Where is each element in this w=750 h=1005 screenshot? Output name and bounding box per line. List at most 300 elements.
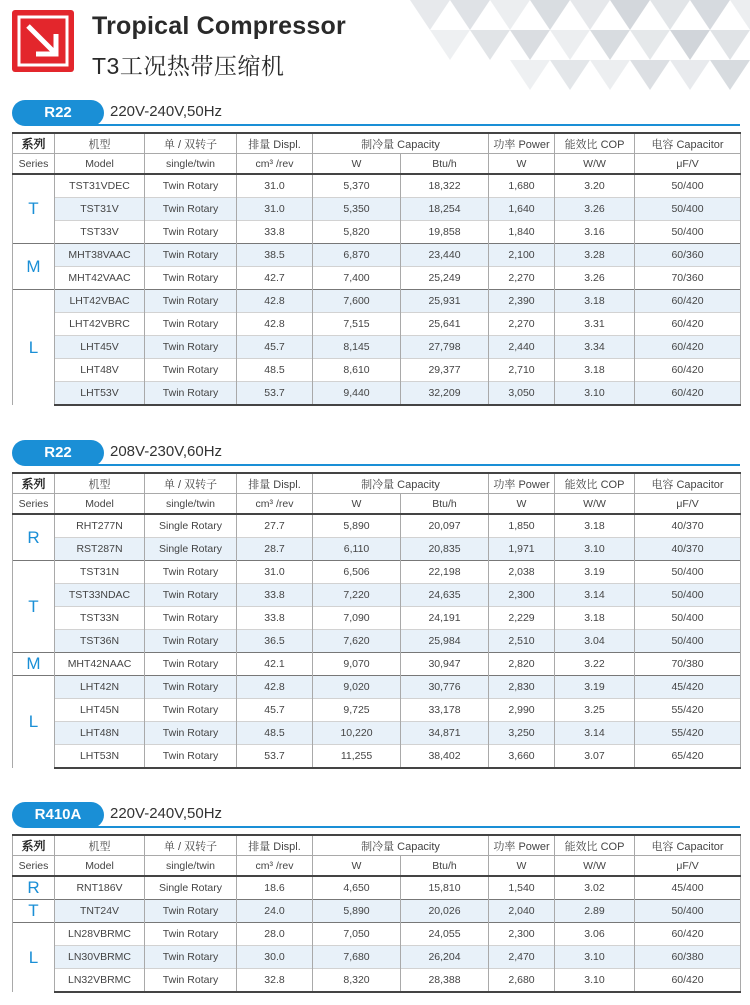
displacement-cell: 36.5	[237, 630, 313, 653]
power-cell: 2,229	[489, 607, 555, 630]
col-header-model: 机型	[55, 133, 145, 154]
cop-cell: 3.28	[555, 244, 635, 267]
series-label: T	[13, 174, 55, 244]
series-label: R	[13, 514, 55, 561]
capacitor-cell: 60/420	[635, 382, 741, 406]
page-subtitle: T3工况热带压缩机	[92, 53, 285, 79]
model-cell: LHT48N	[55, 722, 145, 745]
capacitor-cell: 50/400	[635, 630, 741, 653]
capacity-btu-cell: 30,776	[401, 676, 489, 699]
type-cell: Twin Rotary	[145, 198, 237, 221]
displacement-cell: 30.0	[237, 946, 313, 969]
model-cell: MHT42NAAC	[55, 653, 145, 676]
table-row	[13, 244, 741, 267]
capacity-btu-cell: 23,440	[401, 244, 489, 267]
capacity-btu-cell: 20,026	[401, 900, 489, 923]
capacitor-cell: 50/400	[635, 561, 741, 584]
type-cell: Twin Rotary	[145, 676, 237, 699]
cop-cell: 3.07	[555, 745, 635, 769]
displacement-cell: 31.0	[237, 198, 313, 221]
model-cell: TST36N	[55, 630, 145, 653]
capacity-btu-cell: 27,798	[401, 336, 489, 359]
displacement-cell: 18.6	[237, 876, 313, 900]
displacement-cell: 28.0	[237, 923, 313, 946]
capacitor-cell: 60/420	[635, 336, 741, 359]
model-cell: MHT42VAAC	[55, 267, 145, 290]
capacity-btu-cell: 18,322	[401, 174, 489, 198]
col-header-unit: W/W	[555, 494, 635, 515]
col-header-cop: 能效比 COP	[555, 473, 635, 494]
col-header-unit: W/W	[555, 154, 635, 175]
refrigerant-badge: R22	[12, 100, 104, 126]
type-cell: Twin Rotary	[145, 267, 237, 290]
table-row	[13, 313, 741, 336]
col-header-capacitor: 电容 Capacitor	[635, 133, 741, 154]
table-row	[13, 359, 741, 382]
col-header-type: 单 / 双转子	[145, 473, 237, 494]
cop-cell: 3.18	[555, 607, 635, 630]
cop-cell: 3.19	[555, 561, 635, 584]
power-cell: 2,300	[489, 923, 555, 946]
type-cell: Twin Rotary	[145, 561, 237, 584]
col-header-capacity: 制冷量 Capacity	[313, 835, 489, 856]
cop-cell: 3.19	[555, 676, 635, 699]
capacity-w-cell: 4,650	[313, 876, 401, 900]
cop-cell: 3.26	[555, 267, 635, 290]
model-cell: TST31V	[55, 198, 145, 221]
model-cell: LHT42VBRC	[55, 313, 145, 336]
power-cell: 2,990	[489, 699, 555, 722]
refrigerant-badge: R410A	[12, 802, 104, 828]
type-cell: Twin Rotary	[145, 221, 237, 244]
capacity-w-cell: 7,400	[313, 267, 401, 290]
cop-cell: 3.10	[555, 382, 635, 406]
power-cell: 2,100	[489, 244, 555, 267]
cop-cell: 3.31	[555, 313, 635, 336]
col-header-unit: Model	[55, 494, 145, 515]
series-label: L	[13, 923, 55, 993]
capacity-w-cell: 6,870	[313, 244, 401, 267]
capacity-btu-cell: 20,835	[401, 538, 489, 561]
col-header-unit: W	[313, 856, 401, 877]
page-header	[0, 0, 750, 100]
page-title: Tropical Compressor	[92, 12, 346, 40]
displacement-cell: 45.7	[237, 699, 313, 722]
spec-section	[12, 100, 740, 406]
power-cell: 1,680	[489, 174, 555, 198]
col-header-unit: cm³ /rev	[237, 494, 313, 515]
table-row	[13, 267, 741, 290]
capacity-w-cell: 7,620	[313, 630, 401, 653]
model-cell: TST33V	[55, 221, 145, 244]
capacitor-cell: 50/400	[635, 900, 741, 923]
power-cell: 1,640	[489, 198, 555, 221]
capacity-w-cell: 9,725	[313, 699, 401, 722]
displacement-cell: 45.7	[237, 336, 313, 359]
table-row	[13, 382, 741, 406]
table-row	[13, 221, 741, 244]
col-header-power: 功率 Power	[489, 133, 555, 154]
section-header	[12, 440, 740, 472]
cop-cell: 3.20	[555, 174, 635, 198]
capacitor-cell: 50/400	[635, 584, 741, 607]
cop-cell: 3.14	[555, 584, 635, 607]
power-spec: 220V-240V,50Hz	[110, 805, 223, 822]
capacitor-cell: 50/400	[635, 198, 741, 221]
col-header-capacity: 制冷量 Capacity	[313, 133, 489, 154]
col-header-series: 系列	[13, 835, 55, 856]
col-header-type: 单 / 双转子	[145, 133, 237, 154]
table-row	[13, 174, 741, 198]
col-header-unit: Model	[55, 154, 145, 175]
model-cell: RHT277N	[55, 514, 145, 538]
capacity-btu-cell: 24,055	[401, 923, 489, 946]
capacity-btu-cell: 25,641	[401, 313, 489, 336]
model-cell: TST33N	[55, 607, 145, 630]
displacement-cell: 27.7	[237, 514, 313, 538]
capacitor-cell: 60/360	[635, 244, 741, 267]
capacity-w-cell: 7,515	[313, 313, 401, 336]
capacity-w-cell: 7,680	[313, 946, 401, 969]
series-label: T	[13, 561, 55, 653]
model-cell: LHT53V	[55, 382, 145, 406]
model-cell: LHT42VBAC	[55, 290, 145, 313]
type-cell: Twin Rotary	[145, 584, 237, 607]
capacity-w-cell: 8,320	[313, 969, 401, 993]
col-header-type: 单 / 双转子	[145, 835, 237, 856]
cop-cell: 3.25	[555, 699, 635, 722]
type-cell: Twin Rotary	[145, 969, 237, 993]
col-header-capacitor: 电容 Capacitor	[635, 473, 741, 494]
table-row	[13, 876, 741, 900]
power-cell: 2,038	[489, 561, 555, 584]
cop-cell: 2.89	[555, 900, 635, 923]
table-row	[13, 676, 741, 699]
displacement-cell: 33.8	[237, 584, 313, 607]
col-header-capacity: 制冷量 Capacity	[313, 473, 489, 494]
type-cell: Twin Rotary	[145, 946, 237, 969]
model-cell: LN28VBRMC	[55, 923, 145, 946]
section-header	[12, 802, 740, 834]
displacement-cell: 53.7	[237, 745, 313, 769]
capacity-w-cell: 9,070	[313, 653, 401, 676]
power-cell: 3,050	[489, 382, 555, 406]
cop-cell: 3.18	[555, 290, 635, 313]
capacity-btu-cell: 15,810	[401, 876, 489, 900]
displacement-cell: 32.8	[237, 969, 313, 993]
capacity-w-cell: 7,050	[313, 923, 401, 946]
table-row	[13, 538, 741, 561]
capacitor-cell: 60/420	[635, 290, 741, 313]
power-cell: 1,840	[489, 221, 555, 244]
capacitor-cell: 45/400	[635, 876, 741, 900]
displacement-cell: 53.7	[237, 382, 313, 406]
capacitor-cell: 70/380	[635, 653, 741, 676]
type-cell: Single Rotary	[145, 538, 237, 561]
section-header-rule	[42, 124, 740, 126]
capacity-btu-cell: 28,388	[401, 969, 489, 993]
power-cell: 2,390	[489, 290, 555, 313]
col-header-model: 机型	[55, 835, 145, 856]
col-header-cop: 能效比 COP	[555, 835, 635, 856]
power-cell: 2,300	[489, 584, 555, 607]
spec-table	[12, 834, 741, 993]
capacity-btu-cell: 34,871	[401, 722, 489, 745]
capacitor-cell: 60/420	[635, 359, 741, 382]
power-cell: 3,250	[489, 722, 555, 745]
capacitor-cell: 60/420	[635, 313, 741, 336]
power-cell: 2,510	[489, 630, 555, 653]
model-cell: LHT45V	[55, 336, 145, 359]
table-row	[13, 336, 741, 359]
capacity-w-cell: 8,610	[313, 359, 401, 382]
col-header-unit: W/W	[555, 856, 635, 877]
capacitor-cell: 50/400	[635, 174, 741, 198]
capacitor-cell: 70/360	[635, 267, 741, 290]
model-cell: RST287N	[55, 538, 145, 561]
capacitor-cell: 40/370	[635, 538, 741, 561]
col-header-power: 功率 Power	[489, 835, 555, 856]
capacity-btu-cell: 25,931	[401, 290, 489, 313]
power-cell: 2,270	[489, 267, 555, 290]
capacity-w-cell: 5,890	[313, 514, 401, 538]
col-header-unit: Model	[55, 856, 145, 877]
model-cell: LN30VBRMC	[55, 946, 145, 969]
table-row	[13, 198, 741, 221]
capacity-w-cell: 9,440	[313, 382, 401, 406]
displacement-cell: 28.7	[237, 538, 313, 561]
type-cell: Single Rotary	[145, 876, 237, 900]
series-label: R	[13, 876, 55, 900]
section-header	[12, 100, 740, 132]
capacitor-cell: 60/420	[635, 923, 741, 946]
capacity-w-cell: 5,820	[313, 221, 401, 244]
col-header-unit: single/twin	[145, 856, 237, 877]
type-cell: Twin Rotary	[145, 313, 237, 336]
type-cell: Twin Rotary	[145, 382, 237, 406]
capacitor-cell: 45/420	[635, 676, 741, 699]
capacity-btu-cell: 25,249	[401, 267, 489, 290]
cop-cell: 3.10	[555, 946, 635, 969]
power-cell: 2,710	[489, 359, 555, 382]
model-cell: TST31VDEC	[55, 174, 145, 198]
table-row	[13, 900, 741, 923]
col-header-cop: 能效比 COP	[555, 133, 635, 154]
type-cell: Twin Rotary	[145, 653, 237, 676]
displacement-cell: 31.0	[237, 174, 313, 198]
col-header-unit: cm³ /rev	[237, 154, 313, 175]
displacement-cell: 33.8	[237, 221, 313, 244]
col-header-unit: μF/V	[635, 494, 741, 515]
capacity-btu-cell: 38,402	[401, 745, 489, 769]
model-cell: RNT186V	[55, 876, 145, 900]
capacity-w-cell: 7,090	[313, 607, 401, 630]
capacity-btu-cell: 30,947	[401, 653, 489, 676]
col-header-power: 功率 Power	[489, 473, 555, 494]
model-cell: TNT24V	[55, 900, 145, 923]
type-cell: Twin Rotary	[145, 745, 237, 769]
cop-cell: 3.02	[555, 876, 635, 900]
model-cell: LHT53N	[55, 745, 145, 769]
capacitor-cell: 55/420	[635, 699, 741, 722]
capacity-btu-cell: 24,191	[401, 607, 489, 630]
power-cell: 3,660	[489, 745, 555, 769]
displacement-cell: 42.8	[237, 313, 313, 336]
displacement-cell: 33.8	[237, 607, 313, 630]
cop-cell: 3.22	[555, 653, 635, 676]
power-cell: 2,470	[489, 946, 555, 969]
table-row	[13, 699, 741, 722]
col-header-unit: W	[313, 494, 401, 515]
col-header-unit: μF/V	[635, 856, 741, 877]
col-header-capacitor: 电容 Capacitor	[635, 835, 741, 856]
cop-cell: 3.14	[555, 722, 635, 745]
capacity-w-cell: 8,145	[313, 336, 401, 359]
type-cell: Twin Rotary	[145, 244, 237, 267]
capacity-btu-cell: 24,635	[401, 584, 489, 607]
spec-section	[12, 440, 740, 769]
capacity-btu-cell: 18,254	[401, 198, 489, 221]
displacement-cell: 24.0	[237, 900, 313, 923]
col-header-unit: W	[489, 856, 555, 877]
col-header-unit: Series	[13, 494, 55, 515]
capacity-w-cell: 6,506	[313, 561, 401, 584]
model-cell: LN32VBRMC	[55, 969, 145, 993]
power-cell: 2,440	[489, 336, 555, 359]
col-header-displacement: 排量 Displ.	[237, 133, 313, 154]
capacitor-cell: 60/420	[635, 969, 741, 993]
capacity-btu-cell: 20,097	[401, 514, 489, 538]
cop-cell: 3.18	[555, 359, 635, 382]
cop-cell: 3.34	[555, 336, 635, 359]
col-header-unit: μF/V	[635, 154, 741, 175]
power-cell: 2,270	[489, 313, 555, 336]
cop-cell: 3.10	[555, 969, 635, 993]
cop-cell: 3.04	[555, 630, 635, 653]
spec-table	[12, 132, 741, 406]
type-cell: Twin Rotary	[145, 900, 237, 923]
type-cell: Twin Rotary	[145, 699, 237, 722]
capacity-btu-cell: 25,984	[401, 630, 489, 653]
capacity-btu-cell: 32,209	[401, 382, 489, 406]
capacitor-cell: 50/400	[635, 221, 741, 244]
table-row	[13, 561, 741, 584]
geometric-decoration-icon	[390, 0, 750, 100]
col-header-unit: W	[489, 154, 555, 175]
col-header-unit: Btu/h	[401, 856, 489, 877]
power-spec: 208V-230V,60Hz	[110, 443, 223, 460]
model-cell: LHT48V	[55, 359, 145, 382]
series-label: M	[13, 244, 55, 290]
capacity-w-cell: 5,350	[313, 198, 401, 221]
capacity-btu-cell: 33,178	[401, 699, 489, 722]
type-cell: Twin Rotary	[145, 722, 237, 745]
displacement-cell: 42.1	[237, 653, 313, 676]
capacity-btu-cell: 26,204	[401, 946, 489, 969]
displacement-cell: 38.5	[237, 244, 313, 267]
col-header-unit: Series	[13, 154, 55, 175]
col-header-unit: W	[489, 494, 555, 515]
displacement-cell: 42.8	[237, 290, 313, 313]
power-cell: 2,830	[489, 676, 555, 699]
capacity-w-cell: 7,220	[313, 584, 401, 607]
model-cell: TST31N	[55, 561, 145, 584]
col-header-unit: Btu/h	[401, 494, 489, 515]
capacitor-cell: 40/370	[635, 514, 741, 538]
model-cell: LHT45N	[55, 699, 145, 722]
displacement-cell: 42.7	[237, 267, 313, 290]
displacement-cell: 42.8	[237, 676, 313, 699]
capacity-w-cell: 10,220	[313, 722, 401, 745]
type-cell: Twin Rotary	[145, 359, 237, 382]
type-cell: Twin Rotary	[145, 336, 237, 359]
col-header-model: 机型	[55, 473, 145, 494]
cop-cell: 3.06	[555, 923, 635, 946]
capacity-btu-cell: 29,377	[401, 359, 489, 382]
cop-cell: 3.26	[555, 198, 635, 221]
cop-cell: 3.16	[555, 221, 635, 244]
col-header-unit: single/twin	[145, 154, 237, 175]
capacitor-cell: 60/380	[635, 946, 741, 969]
spec-section	[12, 802, 740, 993]
spec-table	[12, 472, 741, 769]
capacity-btu-cell: 19,858	[401, 221, 489, 244]
table-row	[13, 653, 741, 676]
logo-arrow-icon	[12, 10, 74, 72]
type-cell: Twin Rotary	[145, 174, 237, 198]
model-cell: TST33NDAC	[55, 584, 145, 607]
capacity-w-cell: 7,600	[313, 290, 401, 313]
cop-cell: 3.10	[555, 538, 635, 561]
col-header-unit: W	[313, 154, 401, 175]
col-header-series: 系列	[13, 473, 55, 494]
power-cell: 2,680	[489, 969, 555, 993]
capacitor-cell: 55/420	[635, 722, 741, 745]
col-header-unit: Btu/h	[401, 154, 489, 175]
table-row	[13, 923, 741, 946]
table-row	[13, 630, 741, 653]
model-cell: LHT42N	[55, 676, 145, 699]
capacity-w-cell: 5,890	[313, 900, 401, 923]
section-header-rule	[42, 826, 740, 828]
col-header-unit: single/twin	[145, 494, 237, 515]
refrigerant-badge: R22	[12, 440, 104, 466]
table-row	[13, 584, 741, 607]
power-cell: 1,850	[489, 514, 555, 538]
series-label: T	[13, 900, 55, 923]
table-row	[13, 946, 741, 969]
displacement-cell: 48.5	[237, 359, 313, 382]
power-cell: 1,971	[489, 538, 555, 561]
type-cell: Twin Rotary	[145, 630, 237, 653]
power-cell: 2,040	[489, 900, 555, 923]
capacitor-cell: 50/400	[635, 607, 741, 630]
capacity-w-cell: 9,020	[313, 676, 401, 699]
col-header-displacement: 排量 Displ.	[237, 835, 313, 856]
col-header-displacement: 排量 Displ.	[237, 473, 313, 494]
col-header-series: 系列	[13, 133, 55, 154]
series-label: L	[13, 290, 55, 406]
power-spec: 220V-240V,50Hz	[110, 103, 223, 120]
capacity-w-cell: 11,255	[313, 745, 401, 769]
power-cell: 2,820	[489, 653, 555, 676]
series-label: L	[13, 676, 55, 769]
capacitor-cell: 65/420	[635, 745, 741, 769]
type-cell: Twin Rotary	[145, 607, 237, 630]
table-row	[13, 745, 741, 769]
table-row	[13, 514, 741, 538]
type-cell: Twin Rotary	[145, 290, 237, 313]
